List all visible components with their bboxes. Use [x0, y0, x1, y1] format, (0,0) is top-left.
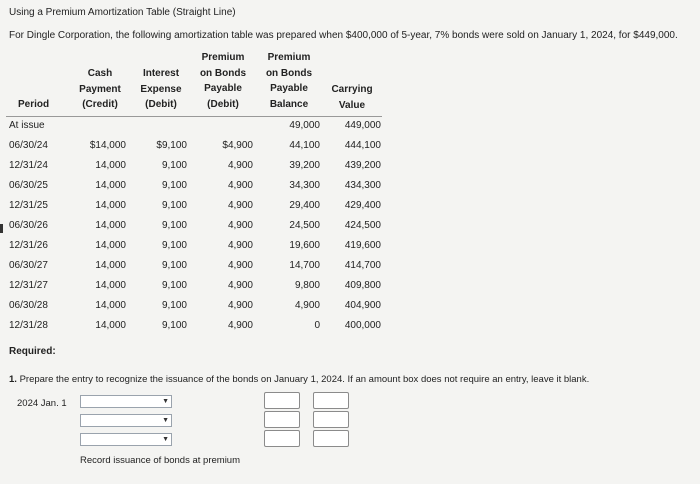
- account-select-3[interactable]: [80, 433, 172, 446]
- cell-balance: 9,800: [294, 280, 320, 291]
- cell-carrying: 424,500: [344, 220, 381, 231]
- cell-interest: 9,100: [161, 260, 187, 271]
- cell-balance: 4,900: [294, 300, 320, 311]
- table-row: [0, 240, 400, 256]
- cell-balance: 29,400: [289, 200, 320, 211]
- cell-cash: 14,000: [95, 200, 126, 211]
- table-row: [0, 260, 400, 276]
- cell-balance: 19,600: [289, 240, 320, 251]
- chevron-down-icon: ▼: [162, 417, 169, 424]
- debit-amount-3[interactable]: [264, 430, 300, 447]
- cell-premium: 4,900: [227, 240, 253, 251]
- header-divider: [6, 116, 382, 117]
- table-row: [0, 180, 400, 196]
- cell-premium: 4,900: [227, 160, 253, 171]
- cell-cash: 14,000: [95, 320, 126, 331]
- cell-carrying: 409,800: [344, 280, 381, 291]
- cell-premium: 4,900: [227, 320, 253, 331]
- account-select-2[interactable]: [80, 414, 172, 427]
- cell-balance: 14,700: [289, 260, 320, 271]
- cell-cash: 14,000: [95, 300, 126, 311]
- cell-interest: 9,100: [161, 200, 187, 211]
- cell-period: 06/30/28: [9, 300, 48, 311]
- cell-balance: 49,000: [289, 120, 320, 131]
- cell-carrying: 414,700: [344, 260, 381, 271]
- table-row: [0, 280, 400, 296]
- entry-description: Record issuance of bonds at premium: [80, 455, 240, 466]
- cell-carrying: 439,200: [344, 160, 381, 171]
- chevron-down-icon: ▼: [162, 398, 169, 405]
- cell-carrying: 429,400: [344, 200, 381, 211]
- cell-balance: 0: [314, 320, 320, 331]
- page-title: Using a Premium Amortization Table (Straight Line): [9, 7, 236, 18]
- question-number: 1.: [9, 374, 17, 385]
- credit-amount-3[interactable]: [313, 430, 349, 447]
- margin-marker: [0, 224, 3, 233]
- table-row: [0, 300, 400, 316]
- cell-cash: 14,000: [95, 180, 126, 191]
- cell-interest: 9,100: [161, 160, 187, 171]
- table-row: [0, 220, 400, 236]
- cell-carrying: 419,600: [344, 240, 381, 251]
- cell-balance: 39,200: [289, 160, 320, 171]
- table-row: [0, 140, 400, 156]
- cell-premium: 4,900: [227, 220, 253, 231]
- cell-premium: 4,900: [227, 300, 253, 311]
- header-interest-expense: Interest Expense (Debit): [140, 68, 182, 110]
- cell-cash: 14,000: [95, 220, 126, 231]
- cell-period: 12/31/24: [9, 160, 48, 171]
- cell-premium: 4,900: [227, 260, 253, 271]
- problem-intro: For Dingle Corporation, the following amortization table was prepared when $400,000 of 5-year, 7% bonds were sold on January 1, 2024, for $449,000.: [9, 30, 678, 41]
- cell-cash: $14,000: [89, 140, 126, 151]
- cell-balance: 24,500: [289, 220, 320, 231]
- cell-carrying: 404,900: [344, 300, 381, 311]
- cell-premium: 4,900: [227, 280, 253, 291]
- cell-period: 12/31/27: [9, 280, 48, 291]
- table-row: [0, 120, 400, 136]
- cell-carrying: 400,000: [344, 320, 381, 331]
- debit-amount-1[interactable]: [264, 392, 300, 409]
- chevron-down-icon: ▼: [162, 436, 169, 443]
- credit-amount-1[interactable]: [313, 392, 349, 409]
- header-period: Period: [18, 99, 50, 110]
- cell-period: 06/30/25: [9, 180, 48, 191]
- header-carrying-value: Carrying Value: [331, 84, 373, 111]
- cell-period: 06/30/26: [9, 220, 48, 231]
- cell-premium: 4,900: [227, 180, 253, 191]
- cell-balance: 34,300: [289, 180, 320, 191]
- cell-carrying: 434,300: [344, 180, 381, 191]
- cell-interest: $9,100: [156, 140, 187, 151]
- cell-period: 12/31/28: [9, 320, 48, 331]
- cell-period: 12/31/25: [9, 200, 48, 211]
- cell-cash: 14,000: [95, 240, 126, 251]
- header-cash-payment: Cash Payment (Credit): [79, 68, 121, 110]
- account-select-1[interactable]: [80, 395, 172, 408]
- cell-interest: 9,100: [161, 220, 187, 231]
- header-premium-balance: Premium on Bonds Payable Balance: [265, 52, 313, 110]
- header-premium-amortization: Premium on Bonds Payable (Debit): [199, 52, 247, 110]
- cell-balance: 44,100: [289, 140, 320, 151]
- cell-period: At issue: [9, 120, 45, 131]
- question-text: Prepare the entry to recognize the issuance of the bonds on January 1, 2024. If an amount box does not require an entry, leave it blank.: [19, 374, 590, 385]
- cell-cash: 14,000: [95, 280, 126, 291]
- table-row: [0, 160, 400, 176]
- cell-cash: 14,000: [95, 160, 126, 171]
- cell-interest: 9,100: [161, 280, 187, 291]
- table-row: [0, 320, 400, 336]
- cell-period: 06/30/24: [9, 140, 48, 151]
- cell-carrying: 444,100: [344, 140, 381, 151]
- question-1: [9, 374, 589, 385]
- cell-period: 12/31/26: [9, 240, 48, 251]
- cell-period: 06/30/27: [9, 260, 48, 271]
- cell-carrying: 449,000: [344, 120, 381, 131]
- cell-interest: 9,100: [161, 300, 187, 311]
- debit-amount-2[interactable]: [264, 411, 300, 428]
- cell-interest: 9,100: [161, 240, 187, 251]
- credit-amount-2[interactable]: [313, 411, 349, 428]
- cell-premium: $4,900: [222, 140, 253, 151]
- required-label: Required:: [9, 346, 56, 357]
- cell-interest: 9,100: [161, 180, 187, 191]
- cell-premium: 4,900: [227, 200, 253, 211]
- entry-date: 2024 Jan. 1: [17, 398, 67, 409]
- table-row: [0, 200, 400, 216]
- cell-cash: 14,000: [95, 260, 126, 271]
- cell-interest: 9,100: [161, 320, 187, 331]
